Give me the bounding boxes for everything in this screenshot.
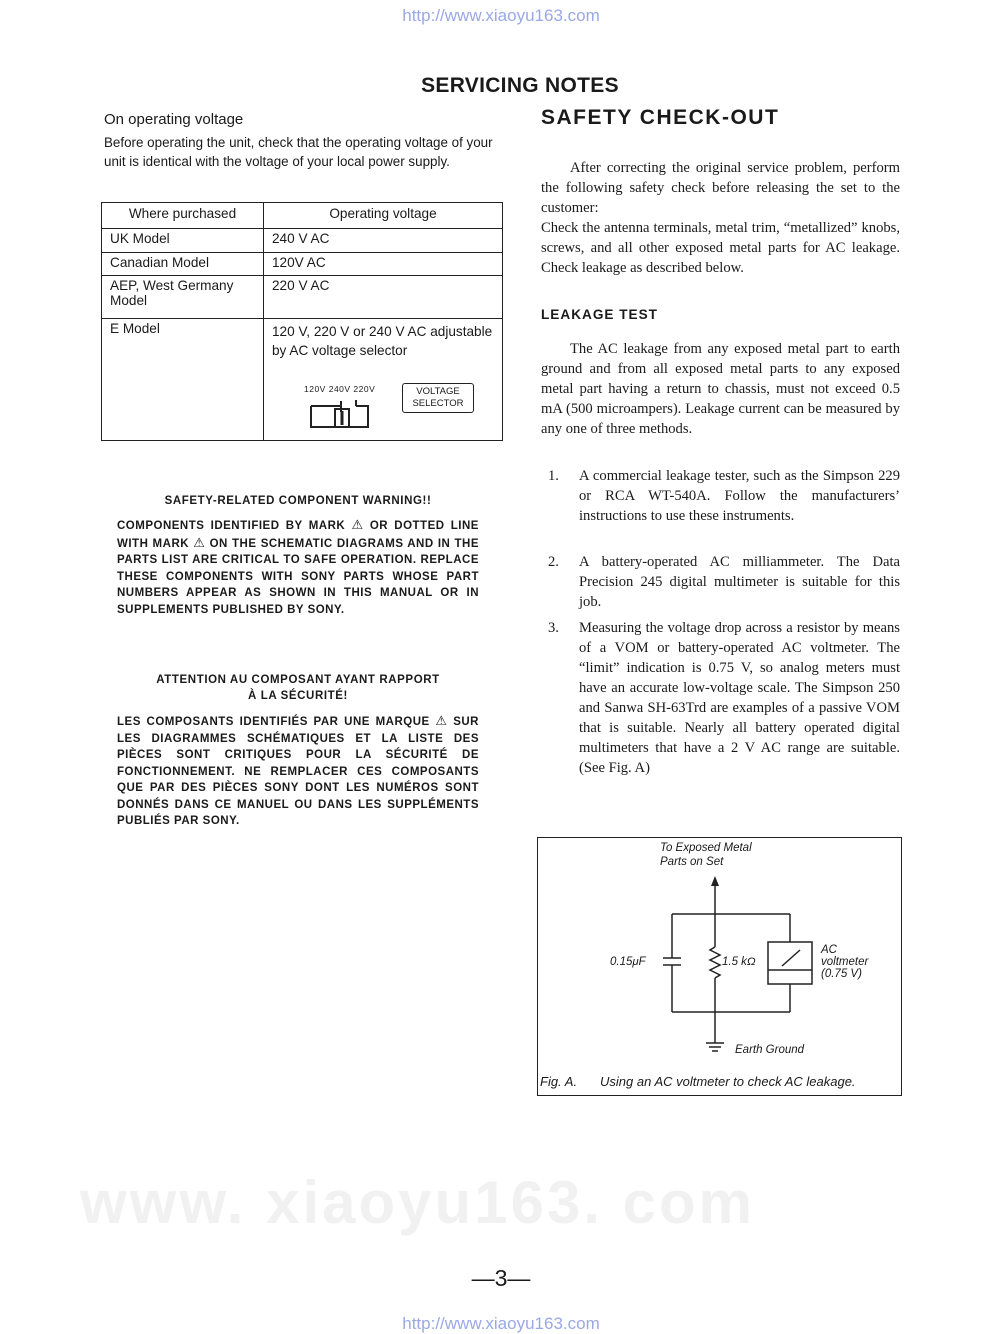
figure-caption-number: Fig. A. xyxy=(540,1074,578,1089)
column-header-where: Where purchased xyxy=(102,203,264,229)
operating-voltage-intro: Before operating the unit, check that the operating voltage of your unit is identical with the voltage of your local power supply. xyxy=(104,135,493,169)
warning-en-part-1: COMPONENTS IDENTIFIED BY MARK xyxy=(117,520,346,532)
safety-paragraph-2: Check the antenna terminals, metal trim, “metallized” knobs, screws, and all other exposed metal parts for AC leakage. Check leakage as described below. xyxy=(541,220,900,276)
table-row xyxy=(102,276,503,319)
warning-triangle-icon: ⚠ xyxy=(435,713,448,728)
leakage-paragraph: The AC leakage from any exposed metal part to earth ground and from all exposed metal parts to any exposed metal part having a return to chassis, must not exceed 0.5 mA (500 microampers). Leakage current can be measured by any one of three methods. xyxy=(541,341,900,437)
list-item: A battery-operated AC milliammeter. The Data Precision 245 digital multimeter is suitable for this job. xyxy=(579,554,900,610)
warning-heading-fr-1: ATTENTION AU COMPOSANT AYANT RAPPORT xyxy=(156,674,440,686)
warning-heading-fr-2: À LA SÉCURITÉ! xyxy=(248,690,348,702)
table-cell: AEP, West Germany Model xyxy=(102,276,264,319)
table-cell: UK Model xyxy=(102,229,264,253)
warning-heading-en: SAFETY-RELATED COMPONENT WARNING!! xyxy=(164,495,432,507)
list-item-number: 3. xyxy=(548,620,559,636)
meter-label-2: voltmeter xyxy=(821,956,869,968)
list-item: A commercial leakage tester, such as the Simpson 229 or RCA WT-540A. Follow the manufacturers’ instructions to use these instruments. xyxy=(579,468,900,524)
safety-paragraph-1: After correcting the original service problem, perform the following safety check before releasing the set to the customer: xyxy=(541,160,900,216)
warning-en-part-2: OR DOTTED LINE WITH MARK xyxy=(117,520,479,550)
figure-caption: Using an AC voltmeter to check AC leakage. xyxy=(600,1074,856,1089)
warning-fr-part-1: LES COMPOSANTS IDENTIFIÉS PAR UNE MARQUE xyxy=(117,716,430,728)
warning-fr-part-2: SUR LES DIAGRAMMES SCHÉMATIQUES ET LA LISTE DES PIÈCES SONT CRITIQUES POUR LA SÉCURITÉ DE FONCTIONNEMENT. NE REMPLACER CES COMPOSANTS QUE PAR DES PIÈCES SONY DONT LES NUMÉROS SONT DONNÉS DANS CE MANUEL OU DANS LES SUPPLÉMENTS PUBLIÉS PAR SONY. xyxy=(117,716,479,827)
table-row xyxy=(102,319,503,441)
voltage-selector-label xyxy=(402,383,474,413)
column-header-voltage: Operating voltage xyxy=(264,203,503,229)
page-number: —3— xyxy=(471,1265,531,1291)
figure-a xyxy=(537,837,902,1096)
meter-label-1: AC xyxy=(821,944,837,956)
page-title: SERVICING NOTES xyxy=(421,74,619,97)
table-cell: 240 V AC xyxy=(264,229,503,253)
selector-label-line-2: SELECTOR xyxy=(412,398,464,409)
ground-label: Earth Ground xyxy=(735,1044,805,1056)
safety-heading: SAFETY CHECK-OUT xyxy=(541,106,780,129)
warning-triangle-icon: ⚠ xyxy=(351,517,364,532)
watermark-site: www. xiaoyu163. com xyxy=(80,1169,756,1236)
watermark-url-top[interactable]: http://www.xiaoyu163.com xyxy=(402,6,600,25)
list-item-number: 1. xyxy=(548,468,559,484)
resistor-label: 1.5 kΩ xyxy=(722,956,756,968)
operating-voltage-heading: On operating voltage xyxy=(104,111,244,128)
list-item: Measuring the voltage drop across a resistor by means of a VOM or battery-operated AC voltmeter. The “limit” indication is 0.75 V, so analog meters must have an accurate low-voltage scale. The Simpson 250 and Sanwa SH-63Trd are examples of a passive VOM that is suitable. Nearly all battery operated digital multimeters that have a 2 V AC range are suitable. (See Fig. A) xyxy=(579,620,900,776)
table-cell: E Model xyxy=(102,319,264,441)
table-row xyxy=(102,229,503,253)
meter-label-3: (0.75 V) xyxy=(821,968,862,980)
table-row xyxy=(102,253,503,276)
warning-text-fr xyxy=(117,713,479,830)
figure-top-label-1: To Exposed Metal xyxy=(660,842,752,854)
selector-label-line-1: VOLTAGE xyxy=(416,386,460,397)
table-cell: 120V AC xyxy=(264,253,503,276)
warning-triangle-icon: ⚠ xyxy=(193,534,206,550)
voltage-selector-icon xyxy=(308,396,374,430)
warning-text-en xyxy=(117,517,479,618)
table-cell: 220 V AC xyxy=(264,276,503,319)
selector-positions-label: 120V 240V 220V xyxy=(304,384,376,394)
figure-top-label-2: Parts on Set xyxy=(660,856,724,868)
capacitor-label: 0.15μF xyxy=(610,956,646,968)
list-item-number: 2. xyxy=(548,554,559,570)
warning-en-part-3: ON THE SCHEMATIC DIAGRAMS AND IN THE PARTS LIST ARE CRITICAL TO SAFE OPERATION. REPLACE THESE COMPONENTS WITH SONY PARTS WHOSE PART NUMBERS APPEAR AS SHOWN IN THIS MANUAL OR IN SUPPLEMENTS PUBLISHED BY SONY. xyxy=(117,537,480,616)
table-cell: 120 V, 220 V or 240 V AC adjustable by AC voltage selector xyxy=(264,319,503,441)
leakage-heading: LEAKAGE TEST xyxy=(541,307,658,322)
table-cell: Canadian Model xyxy=(102,253,264,276)
watermark-url-bottom[interactable]: http://www.xiaoyu163.com xyxy=(402,1314,600,1333)
